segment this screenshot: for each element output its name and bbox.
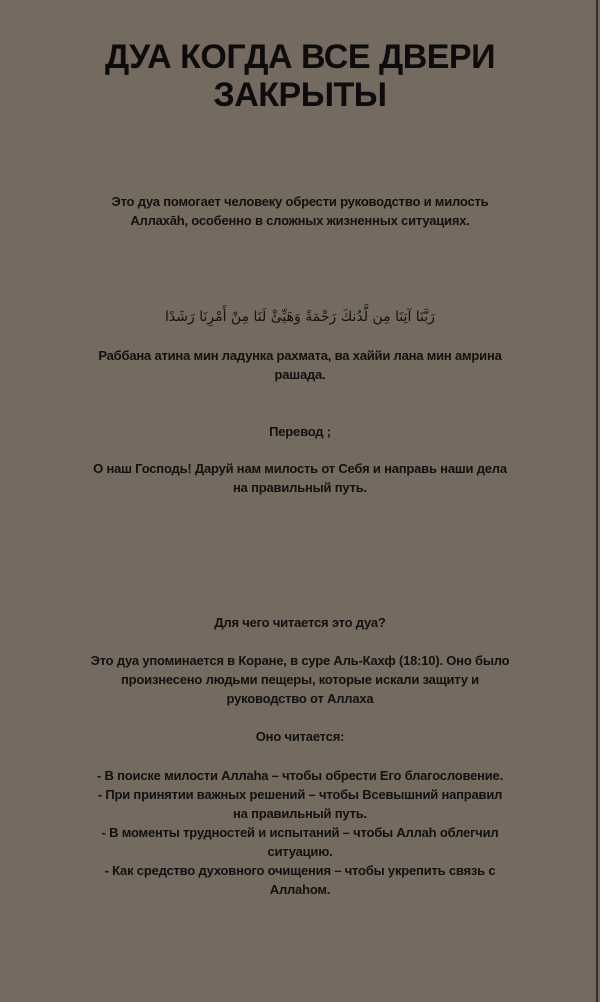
page-title [0, 38, 600, 114]
translation-paragraph [0, 459, 600, 497]
reads-label: Оно читается: [255, 729, 345, 744]
intro-paragraph [0, 192, 600, 230]
reason-line-3: на правильный путь. [233, 806, 367, 821]
intro-line-2: Аллаха̄h, особенно в сложных жизненных ситуациях. [130, 213, 470, 228]
purpose-line-1: Это дуа упоминается в Коране, в суре Аль-Кахф (18:10). Оно было [90, 653, 510, 668]
translation-line-2: на правильный путь. [233, 480, 367, 495]
purpose-line-3: руководство от Аллаха [226, 691, 374, 706]
reason-line-7: Аллаhом. [269, 882, 331, 897]
arabic-dua-text: رَبَّنَا آتِنَا مِن لَّدُنكَ رَحْمَةً وَهَيِّئْ لَنَا مِنْ أَمْرِنَا رَشَدًا [165, 309, 435, 325]
transliteration-line-1: Раббана атина мин ладунка рахмата, ва хаййи лана мин амрина [98, 348, 502, 363]
reason-line-2: - При принятии важных решений – чтобы Всевышний направил [97, 787, 503, 802]
purpose-paragraph [0, 651, 600, 708]
page-title-line-2: ЗАКРЫТЫ [213, 76, 387, 114]
reason-line-5: ситуацию. [267, 844, 333, 859]
purpose-line-2: произнесено людьми пещеры, которые искали защиту и [121, 672, 479, 687]
reason-line-1: - В поиске милости Аллаhа – чтобы обрести Его благословение. [97, 768, 503, 783]
reason-line-6: - Как средство духовного очищения – чтобы укрепить связь с [104, 863, 496, 878]
intro-line-1: Это дуа помогает человеку обрести руководство и милость [111, 194, 489, 209]
page-title-line-1: ДУА КОГДА ВСЕ ДВЕРИ [104, 38, 496, 76]
translation-line-1: О наш Господь! Даруй нам милость от Себя и направь наши дела [93, 461, 507, 476]
purpose-heading: Для чего читается это дуа? [214, 615, 386, 630]
translation-label: Перевод ; [269, 424, 331, 439]
transliteration-line-2: рашада. [274, 367, 326, 382]
reason-line-4: - В моменты трудностей и испытаний – чтобы Аллаh облегчил [101, 825, 499, 840]
reasons-list [0, 766, 600, 899]
transliteration-paragraph [0, 346, 600, 384]
